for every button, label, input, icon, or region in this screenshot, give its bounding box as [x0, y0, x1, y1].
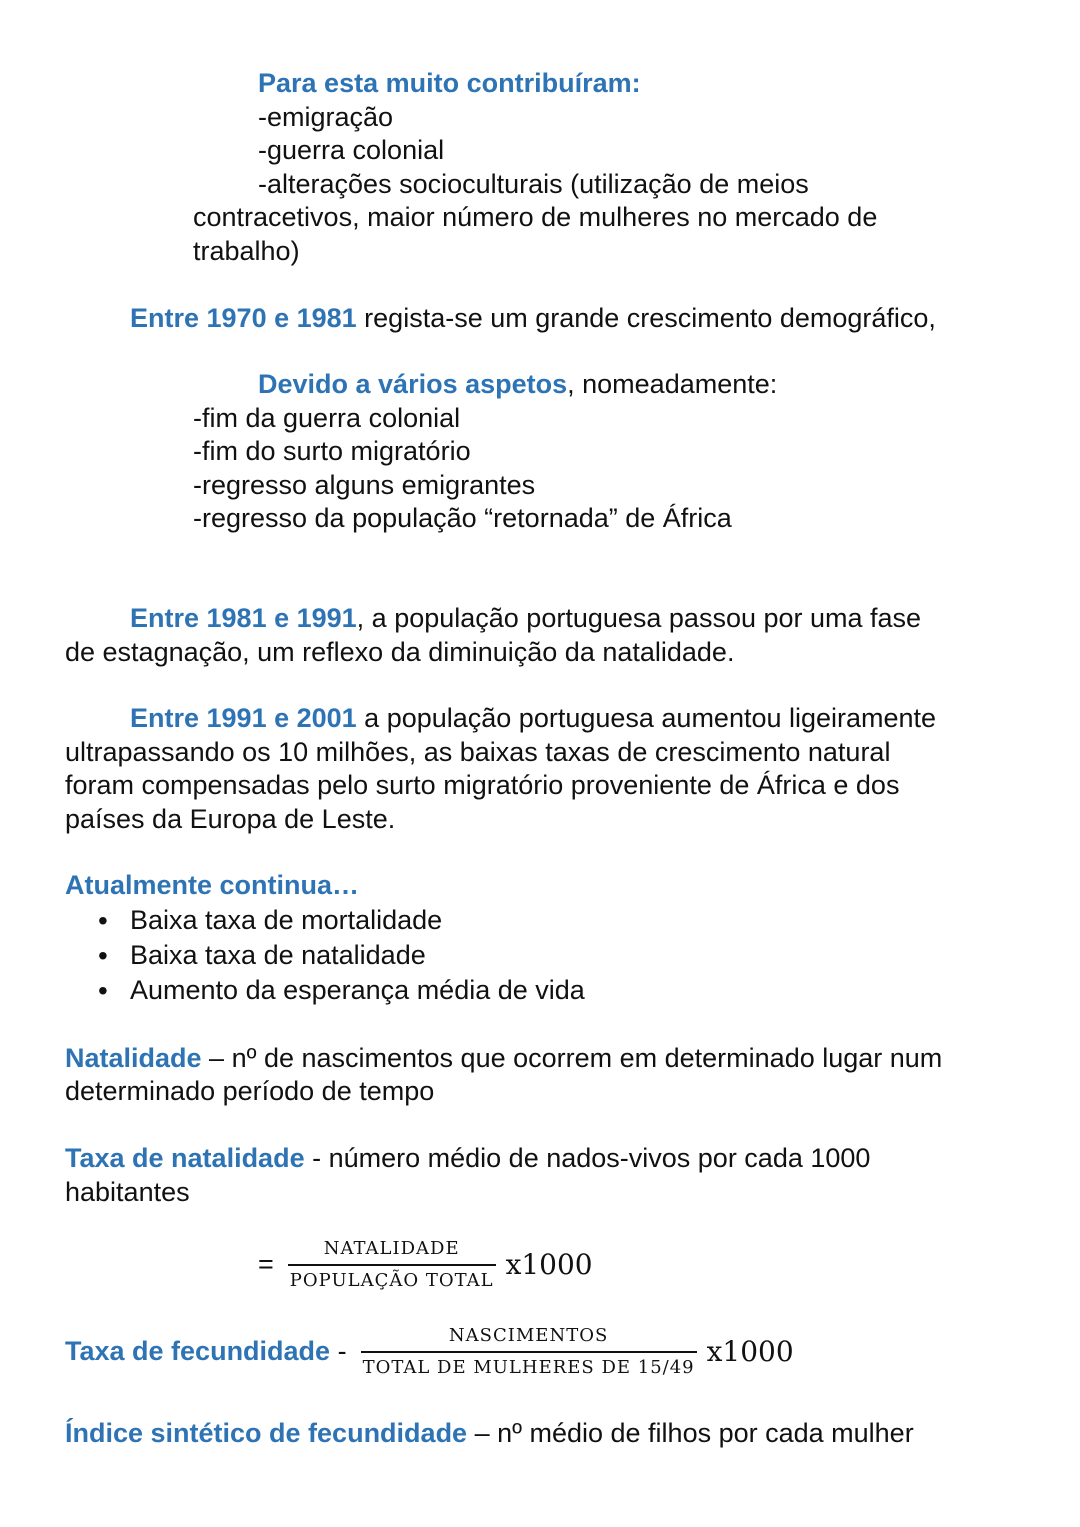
reason-item: -fim da guerra colonial — [193, 403, 461, 433]
fraction-denominator: TOTAL DE MULHERES DE 15/49 — [362, 1357, 695, 1378]
current-trends-heading: Atualmente continua… — [65, 870, 360, 900]
paragraph-1970-1981 — [130, 302, 936, 336]
paragraph-1981-1991 — [130, 602, 921, 636]
taxa-natalidade-formula — [258, 1238, 593, 1292]
definition-term: Taxa de fecundidade — [65, 1336, 331, 1367]
contributors-heading: Para esta muito contribuíram: — [258, 68, 641, 98]
reason-item: -regresso da população “retornada” de África — [193, 503, 732, 533]
paragraph-text: de estagnação, um reflexo da diminuição da natalidade. — [65, 637, 735, 667]
contributor-item: -emigração — [258, 102, 394, 132]
reasons-heading-highlight: Devido a vários aspetos — [258, 369, 568, 399]
definition-text: habitantes — [65, 1177, 190, 1207]
fraction-numerator: NATALIDADE — [323, 1238, 460, 1259]
fraction — [361, 1325, 697, 1379]
definition-text: - número médio de nados-vivos por cada 1000 — [304, 1143, 871, 1173]
paragraph-text: a população portuguesa aumentou ligeiramente — [356, 703, 937, 733]
period-highlight: Entre 1991 e 2001 — [130, 703, 357, 733]
contributor-item-continuation: contracetivos, maior número de mulheres no mercado de — [193, 202, 878, 232]
reasons-heading — [258, 368, 777, 402]
list-item: • Baixa taxa de natalidade — [98, 938, 585, 973]
fraction-numerator: NASCIMENTOS — [448, 1325, 609, 1346]
paragraph-text: ultrapassando os 10 milhões, as baixas taxas de crescimento natural — [65, 737, 891, 767]
reason-item: -fim do surto migratório — [193, 436, 471, 466]
indice-sintetico-definition — [65, 1417, 914, 1451]
paragraph-text: regista-se um grande crescimento demográfico, — [356, 303, 936, 333]
reasons-heading-rest: , nomeadamente: — [567, 369, 778, 399]
definition-text: – nº de nascimentos que ocorrem em determinado lugar num — [201, 1043, 943, 1073]
contributor-item: -guerra colonial — [258, 135, 445, 165]
multiplier: x1000 — [706, 1335, 794, 1369]
current-trends-list — [98, 903, 585, 1008]
multiplier: x1000 — [505, 1248, 593, 1282]
definition-dash: - — [330, 1336, 347, 1367]
paragraph-text: foram compensadas pelo surto migratório proveniente de África e dos — [65, 770, 900, 800]
definition-text: – nº médio de filhos por cada mulher — [467, 1418, 914, 1448]
definition-text: determinado período de tempo — [65, 1076, 435, 1106]
list-item: • Aumento da esperança média de vida — [98, 973, 585, 1008]
taxa-fecundidade-definition — [65, 1325, 794, 1379]
paragraph-text: países da Europa de Leste. — [65, 804, 396, 834]
definition-term: Natalidade — [65, 1043, 202, 1073]
paragraph-text: , a população portuguesa passou por uma fase — [356, 603, 922, 633]
fraction — [288, 1238, 496, 1292]
definition-term: Taxa de natalidade — [65, 1143, 305, 1173]
equals-sign: = — [258, 1249, 274, 1280]
list-item: • Baixa taxa de mortalidade — [98, 903, 585, 938]
fraction-denominator: POPULAÇÃO TOTAL — [289, 1270, 494, 1291]
natalidade-definition — [65, 1042, 942, 1076]
period-highlight: Entre 1970 e 1981 — [130, 303, 357, 333]
paragraph-1991-2001 — [130, 702, 936, 736]
reason-item: -regresso alguns emigrantes — [193, 470, 536, 500]
taxa-natalidade-definition — [65, 1142, 870, 1176]
definition-term: Índice sintético de fecundidade — [65, 1418, 468, 1448]
period-highlight: Entre 1981 e 1991 — [130, 603, 357, 633]
contributor-item-continuation: trabalho) — [193, 236, 300, 266]
contributor-item: -alterações socioculturais (utilização de meios — [258, 169, 809, 199]
